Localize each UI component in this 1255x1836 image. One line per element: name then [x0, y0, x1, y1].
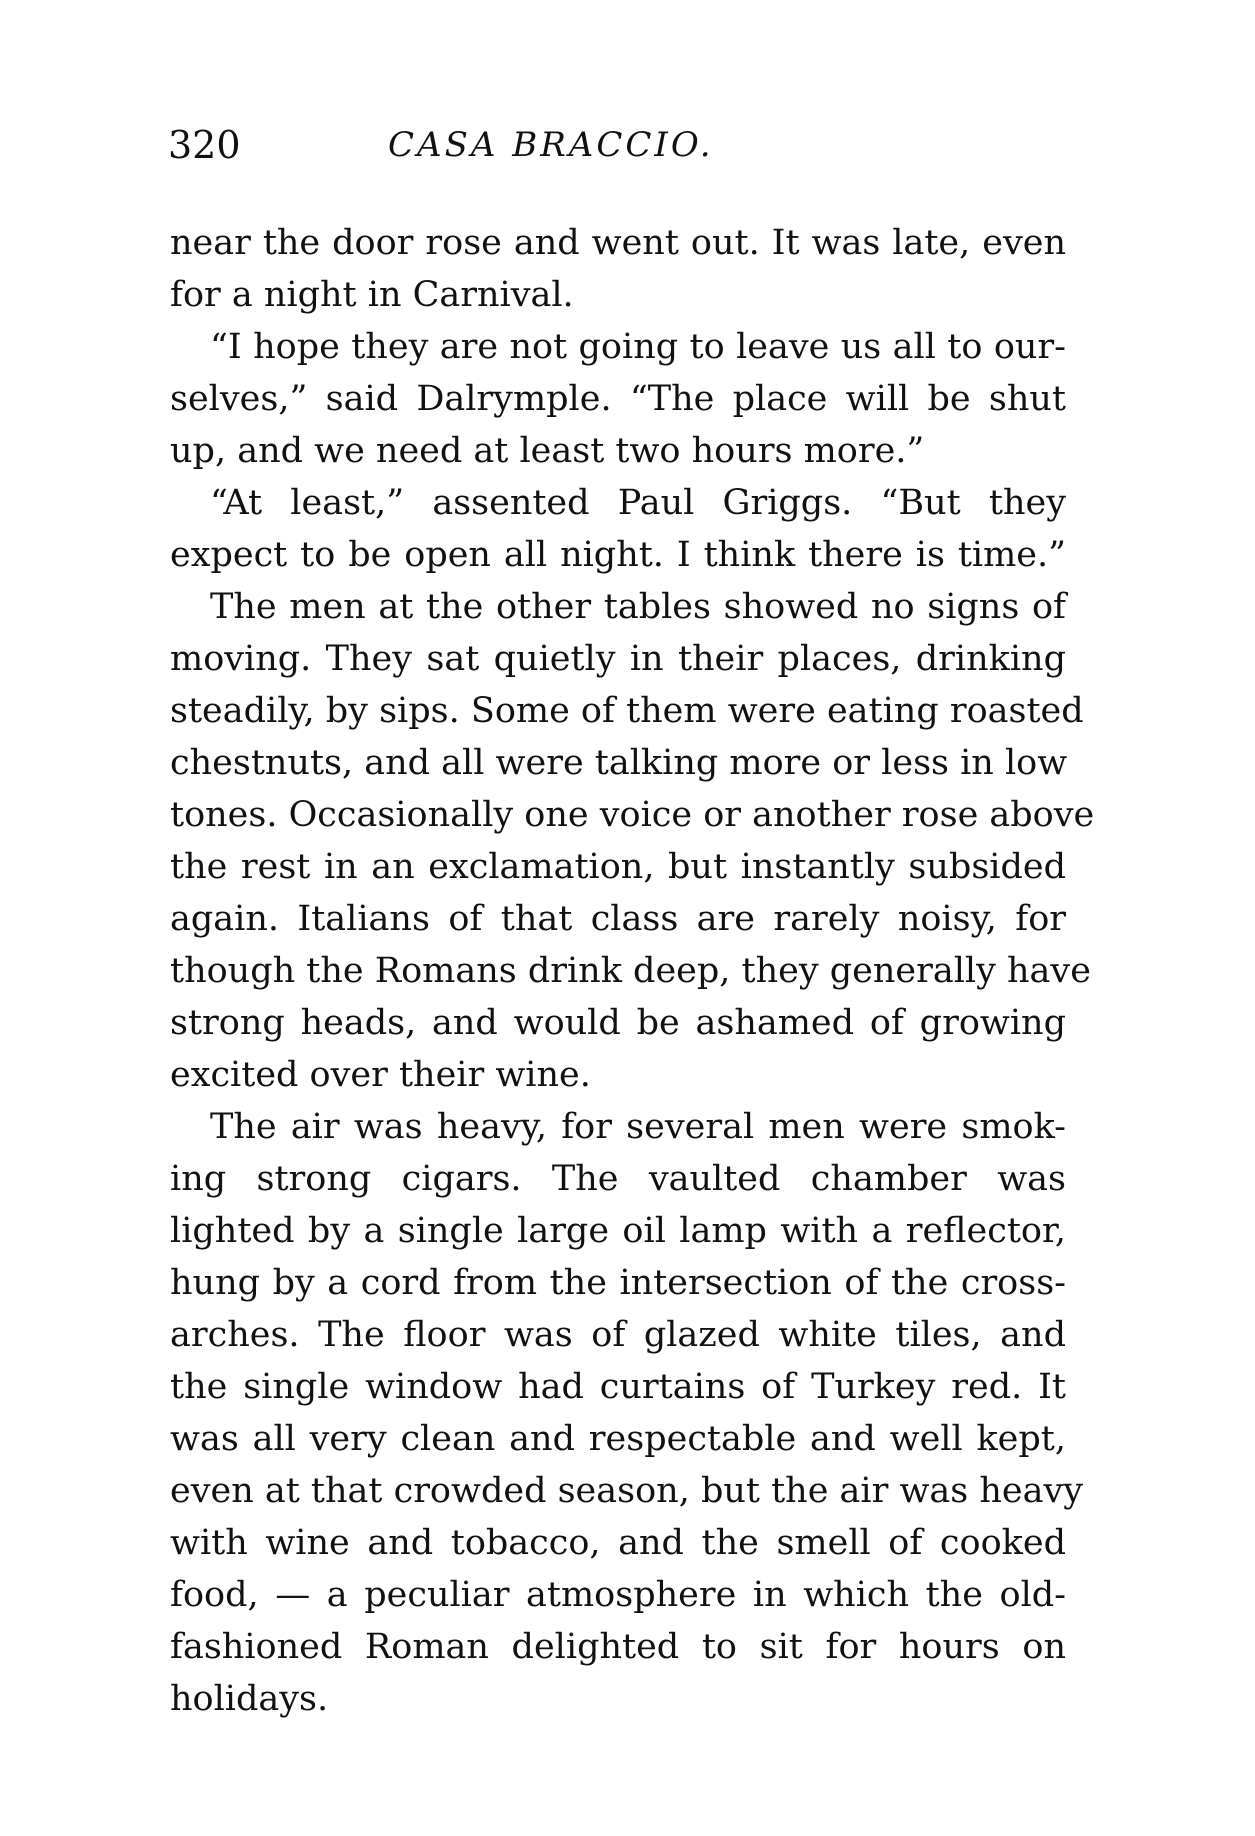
page-number: 320	[168, 123, 241, 167]
text-line: hung by a cord from the intersection of the cross-	[170, 1263, 1066, 1303]
text-line: chestnuts, and all were talking more or less in low	[170, 743, 1068, 783]
text-line: steadily, by sips. Some of them were eating roasted	[170, 691, 1084, 731]
text-line: the single window had curtains of Turkey red. It	[170, 1367, 1066, 1407]
text-line: though the Romans drink deep, they generally have	[170, 951, 1091, 991]
text-line: was all very clean and respectable and well kept,	[170, 1419, 1066, 1459]
text-line: holidays.	[170, 1679, 329, 1719]
body-text	[170, 217, 1095, 1725]
text-line: excited over their wine.	[170, 1055, 591, 1095]
text-line: selves,” said Dalrymple. “The place will be shut	[170, 379, 1066, 419]
text-line: expect to be open all night. I think there is time.”	[170, 535, 1066, 575]
text-line: arches. The floor was of glazed white tiles, and	[170, 1315, 1066, 1355]
text-line: tones. Occasionally one voice or another rose above	[170, 795, 1095, 835]
page-header	[168, 120, 1068, 170]
text-line: strong heads, and would be ashamed of growing	[170, 1003, 1066, 1043]
text-line: moving. They sat quietly in their places, drinking	[170, 639, 1066, 679]
text-line: “I hope they are not going to leave us all to our-	[210, 327, 1066, 367]
text-line: “At least,” assented Paul Griggs. “But they	[210, 483, 1066, 523]
text-line: even at that crowded season, but the air was heavy	[170, 1471, 1084, 1511]
text-line: lighted by a single large oil lamp with a reflector,	[170, 1211, 1066, 1251]
text-line: The air was heavy, for several men were smok-	[210, 1107, 1066, 1147]
text-line: again. Italians of that class are rarely noisy, for	[170, 899, 1066, 939]
text-line: food, — a peculiar atmosphere in which the old-	[170, 1575, 1066, 1615]
running-title: CASA BRACCIO.	[388, 125, 714, 165]
text-line: fashioned Roman delighted to sit for hours on	[170, 1627, 1066, 1667]
text-line: for a night in Carnival.	[170, 275, 574, 315]
text-line: with wine and tobacco, and the smell of cooked	[170, 1523, 1066, 1563]
text-line: near the door rose and went out. It was late, even	[170, 223, 1066, 263]
text-line: up, and we need at least two hours more.”	[170, 431, 925, 471]
text-line: the rest in an exclamation, but instantly subsided	[170, 847, 1066, 887]
text-line: ing strong cigars. The vaulted chamber was	[170, 1159, 1066, 1199]
text-line: The men at the other tables showed no signs of	[210, 587, 1066, 627]
